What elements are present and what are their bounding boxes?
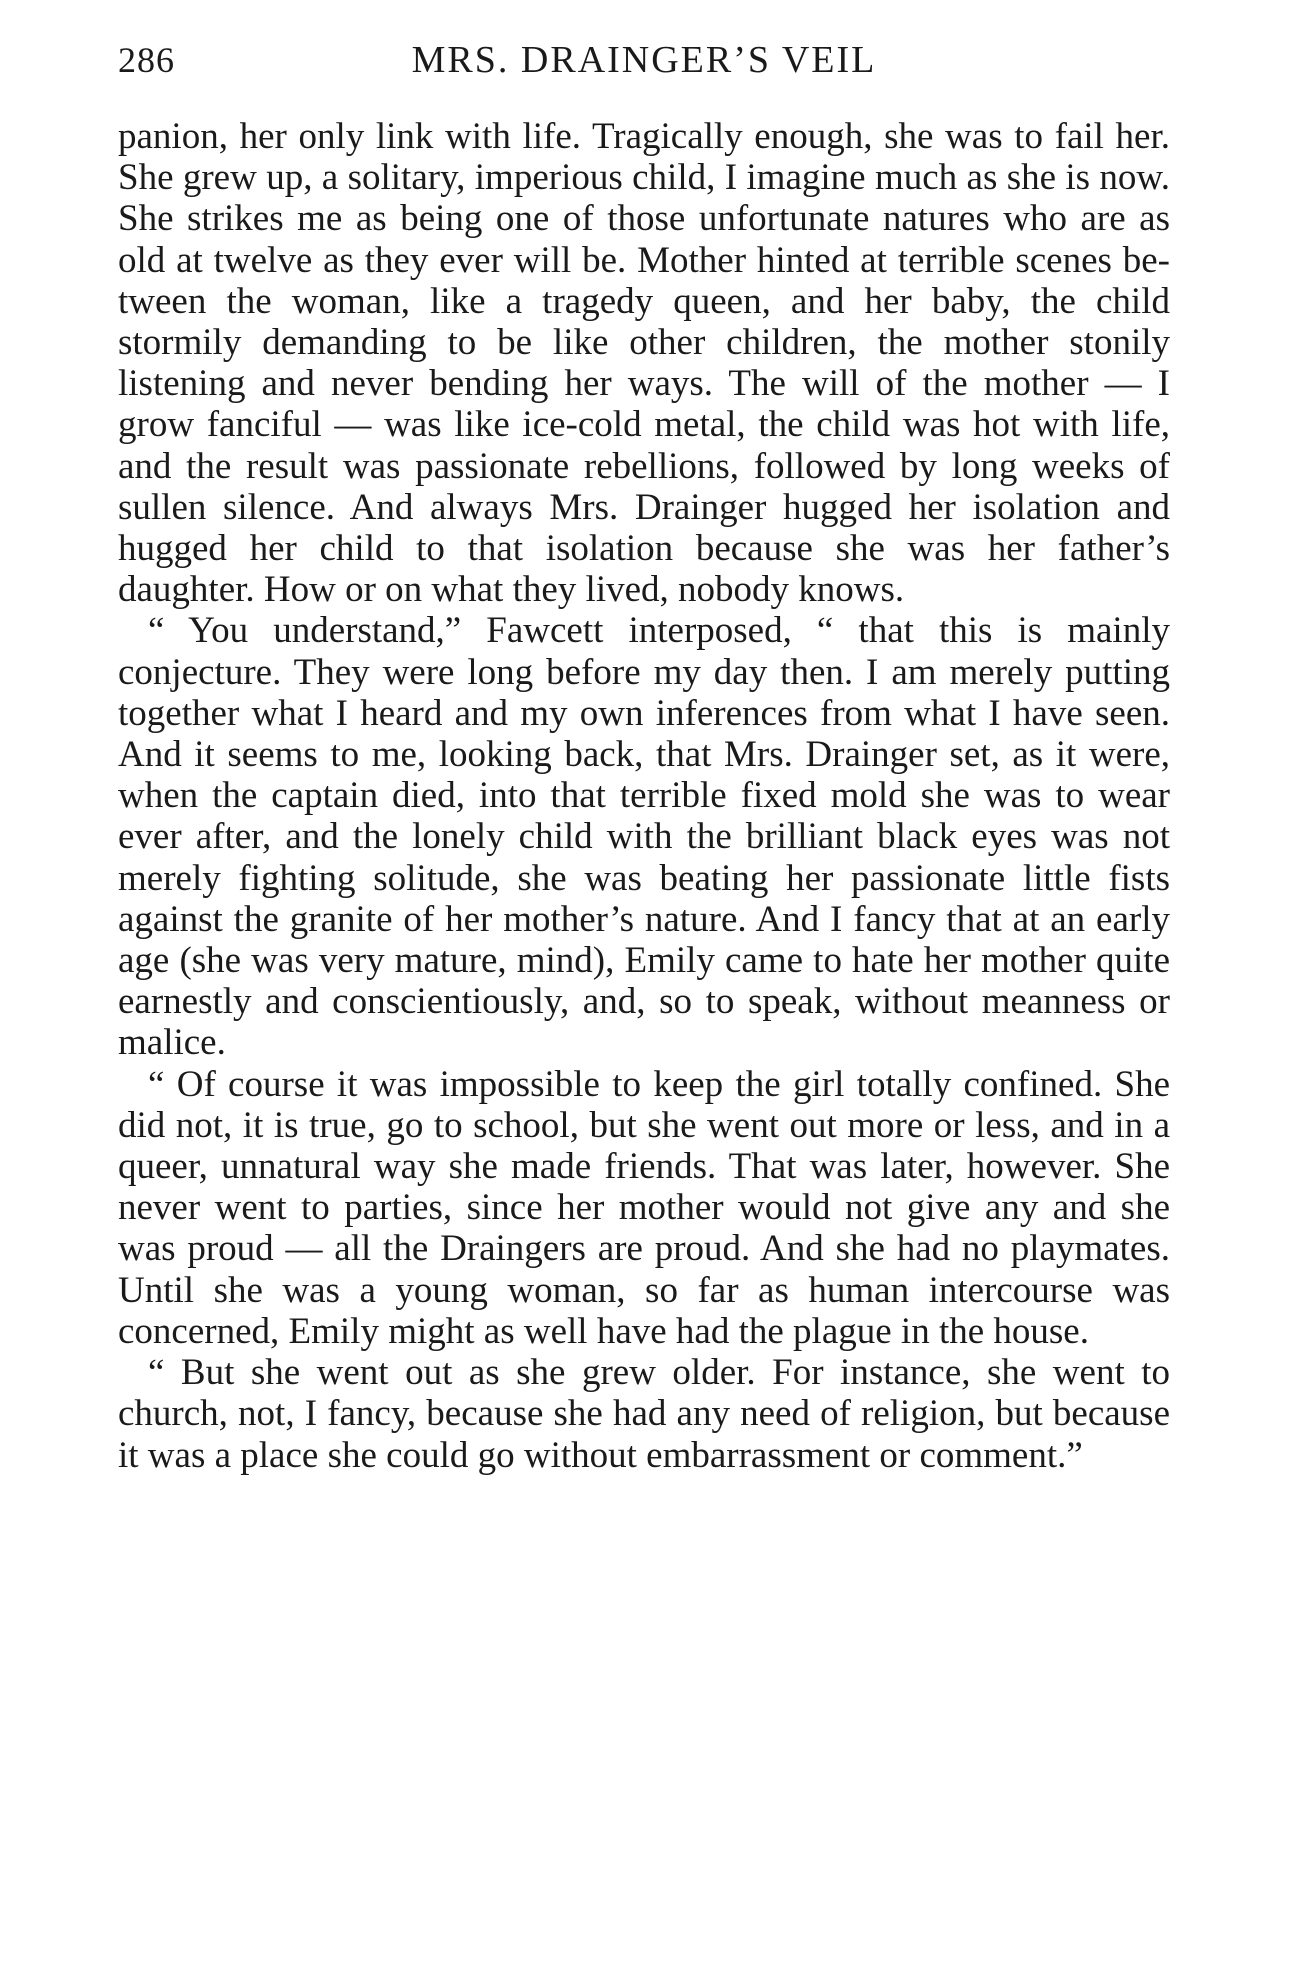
paragraph-girl-confined: “ Of course it was impossible to keep the girl totally confined. She did not, it is true, go to school, but she went out more or less, and in a queer, unnatural way she made friends. That was later, however. She never went to parties, since her mother would not give any and she was proud — all the Draingers are proud. And she had no playmates. Until she was a young woman, so far as human intercourse was concerned, Emily might as well have had the plague in the house. [118,1063,1170,1352]
paragraph-church: “ But she went out as she grew older. For instance, she went to church, not, I fancy, because she had any need of religion, but because it was a place she could go without embarrassment or comment.” [118,1352,1170,1476]
page-number: 286 [118,40,175,80]
body-text [118,116,1170,1476]
running-head [118,30,1170,90]
running-title: MRS. DRAINGER’S VEIL [411,39,877,81]
book-page [118,30,1170,1476]
paragraph-fawcett-conjecture: “ You understand,” Fawcett interposed, “ that this is mainly conjecture. They were long before my day then. I am merely putting together what I heard and my own inferences from what I have seen. And it seems to me, looking back, that Mrs. Drainger set, as it were, when the captain died, into that terrible fixed mold she was to wear ever after, and the lonely child with the brilliant black eyes was not merely fighting solitude, she was beating her passionate little fists against the granite of her mother’s nature. And I fancy that at an early age (she was very mature, mind), Emily came to hate her mother quite earnestly and conscientiously, and, so to speak, without meanness or malice. [118,610,1170,1064]
paragraph-continuation: panion, her only link with life. Tragically enough, she was to fail her. She grew up, a solitary, imperious child, I imagine much as she is now. She strikes me as being one of those unfortunate natures who are as old at twelve as they ever will be. Mother hinted at terrible scenes between the woman, like a tragedy queen, and her baby, the child stormily demanding to be like other children, the mother stonily listening and never bending her ways. The will of the mother — I grow fanciful — was like ice-cold metal, the child was hot with life, and the result was passionate rebellions, followed by long weeks of sullen silence. And always Mrs. Drainger hugged her isolation and hugged her child to that isolation because she was her father’s daughter. How or on what they lived, nobody knows. [118,116,1170,611]
